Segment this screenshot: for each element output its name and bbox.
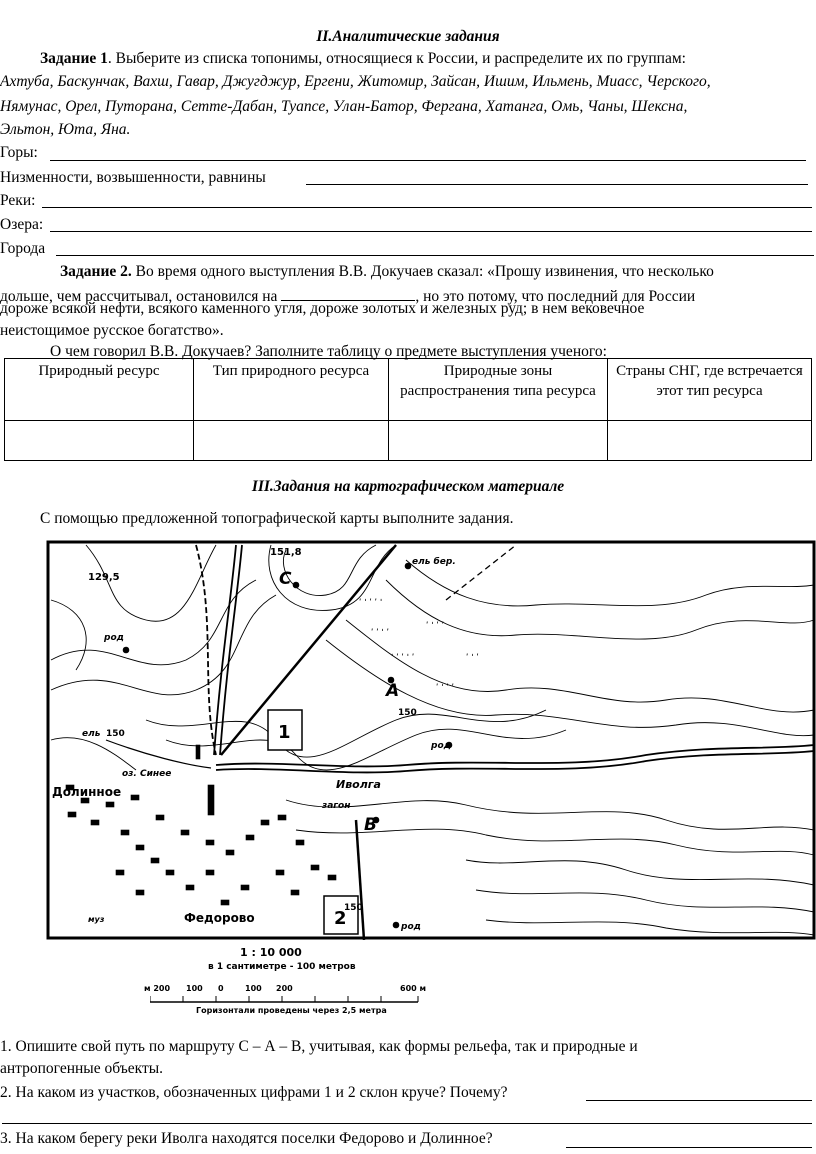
- toponyms-line-3: Эльтон, Юта, Яна.: [0, 121, 131, 138]
- question-1-line-2: антропогенные объекты.: [0, 1060, 164, 1077]
- group-cities-label: Города: [0, 240, 46, 257]
- scale-tick-label: 100: [186, 984, 203, 993]
- map-label-contour-150-a: 150: [106, 729, 125, 739]
- map-label-forest-type: ель бер.: [412, 557, 456, 567]
- scale-tick-label: 100: [245, 984, 262, 993]
- task2-text-2b: , но это потому, что последний для России: [415, 288, 696, 305]
- task2-label: Задание 2.: [60, 263, 132, 280]
- svg-text:ʹ ˈ ʹ: ʹ ˈ ʹ: [466, 653, 479, 662]
- group-rivers-label: Реки:: [0, 192, 36, 209]
- toponyms-line-2: Нямунас, Орел, Путорана, Сетте-Дабан, Туапсе, Улан-Батор, Фергана, Хатанга, Омь, Чаны, Шексна,: [0, 98, 688, 115]
- group-cities-field[interactable]: [56, 254, 814, 256]
- map-scale: [130, 940, 450, 1020]
- map-label-contour-150-c: 150: [344, 903, 363, 913]
- map-point-b: В: [364, 815, 377, 835]
- table-header-zones: Природные зоны распространения типа ресурса: [389, 359, 608, 421]
- table-cell[interactable]: [194, 421, 389, 461]
- task2-line-3: дороже всякой нефти, всякого каменного угля, дороже золотых и железных руд; в нем вековечное: [0, 300, 645, 317]
- map-label-pen: загон: [322, 801, 351, 811]
- question-1-line-1: 1. Опишите свой путь по маршруту С – А – В, учитывая, как формы рельефа, так и природные и: [0, 1038, 638, 1055]
- svg-text:ʹ ʹ ˈ ʹ: ʹ ʹ ˈ ʹ: [371, 628, 390, 637]
- task2-blank[interactable]: [281, 286, 415, 301]
- map-label-lake: оз. Синее: [122, 769, 172, 779]
- scale-tick-label: 600 м: [400, 984, 427, 993]
- question-2-answer-field-2[interactable]: [2, 1122, 812, 1124]
- table-header-resource: Природный ресурс: [5, 359, 194, 421]
- map-label-spring-1: род: [104, 633, 124, 643]
- scale-tick-label: м 200: [144, 984, 171, 993]
- group-lowlands-label: Низменности, возвышенности, равнины: [0, 169, 266, 186]
- task1-label: Задание 1: [40, 50, 108, 67]
- map-intro: С помощью предложенной топографической карты выполните задания.: [40, 510, 514, 527]
- group-rivers-field[interactable]: [42, 206, 812, 208]
- map-label-spring-2: род: [431, 741, 451, 751]
- scale-description: в 1 сантиметре - 100 метров: [208, 962, 356, 972]
- toponyms-line-1: Ахтуба, Баскунчак, Вахш, Гавар, Джугджур, Ергени, Житомир, Зайсан, Ишим, Ильмень, Миасс, Черского,: [0, 73, 711, 90]
- task2-text-1: Во время одного выступления В.В. Докучаев сказал: «Прошу извинения, что несколько: [131, 263, 714, 280]
- table-header-type: Тип природного ресурса: [194, 359, 389, 421]
- group-lakes-label: Озера:: [0, 216, 44, 233]
- map-label-village-fedorovo: Федорово: [184, 911, 255, 925]
- scale-contour-interval: Горизонтали проведены через 2,5 метра: [196, 1006, 387, 1015]
- table-cell[interactable]: [389, 421, 608, 461]
- question-2-answer-field[interactable]: [586, 1099, 812, 1101]
- scale-bar: [150, 994, 420, 1004]
- question-3-answer-field[interactable]: [566, 1146, 812, 1148]
- svg-text:ʹ ˈ ʹ ʹ: ʹ ˈ ʹ ʹ: [436, 683, 455, 692]
- map-label-river: Иволга: [336, 778, 381, 791]
- map-label-spruce: ель: [82, 729, 101, 739]
- task1-text: . Выберите из списка топонимы, относящиеся к России, и распределите их по группам:: [107, 50, 686, 67]
- map-point-c: С: [279, 569, 292, 589]
- svg-text:ʹ ˈ ʹ ʹ ˈ: ʹ ˈ ʹ ʹ ˈ: [359, 598, 383, 607]
- table-cell[interactable]: [608, 421, 812, 461]
- question-2: 2. На каком из участков, обозначенных цифрами 1 и 2 склон круче? Почему?: [0, 1084, 508, 1101]
- task2-question: О чем говорил В.В. Докучаев? Заполните таблицу о предмете выступления ученого:: [50, 343, 607, 360]
- group-lowlands-field[interactable]: [306, 183, 808, 185]
- resource-table: [4, 358, 812, 461]
- map-label-village-dolinnoe: Долинное: [52, 785, 122, 799]
- map-label-plot-2: 2: [334, 908, 347, 929]
- map-label-height-1295: 129,5: [88, 572, 120, 583]
- svg-text:ˈ ʹ ʹ ˈ ʹ: ˈ ʹ ʹ ˈ ʹ: [391, 653, 415, 662]
- table-header-countries: Страны СНГ, где встречается этот тип ресурса: [608, 359, 812, 421]
- section-3-title: III.Задания на картографическом материале: [251, 478, 565, 495]
- question-3: 3. На каком берегу реки Иволга находятся поселки Федорово и Долинное?: [0, 1130, 493, 1147]
- map-label-museum: муз: [88, 915, 105, 924]
- section-2-title: II.Аналитические задания: [316, 28, 500, 45]
- table-cell[interactable]: [5, 421, 194, 461]
- map-point-a: А: [386, 681, 400, 701]
- scale-tick-label: 200: [276, 984, 293, 993]
- group-mountains-field[interactable]: [50, 159, 806, 161]
- map-label-height-1518: 151,8: [270, 547, 302, 558]
- svg-text:ʹ ˈ ʹ ʹ: ʹ ˈ ʹ ʹ: [426, 621, 445, 630]
- map-label-contour-150-b: 150: [398, 708, 417, 718]
- scale-tick-label: 0: [218, 984, 224, 993]
- topographic-map: [46, 540, 816, 940]
- task2-line-4: неистощимое русское богатство».: [0, 322, 224, 339]
- task1-intro: [40, 50, 816, 68]
- scale-ratio: 1 : 10 000: [240, 946, 302, 959]
- task2-text-2a: дольше, чем рассчитывал, остановился на: [0, 288, 278, 305]
- map-label-spring-3: род: [401, 922, 421, 932]
- group-lakes-field[interactable]: [50, 230, 812, 232]
- task2-line-1: [60, 263, 816, 281]
- group-mountains-label: Горы:: [0, 144, 38, 161]
- map-label-plot-1: 1: [278, 722, 291, 743]
